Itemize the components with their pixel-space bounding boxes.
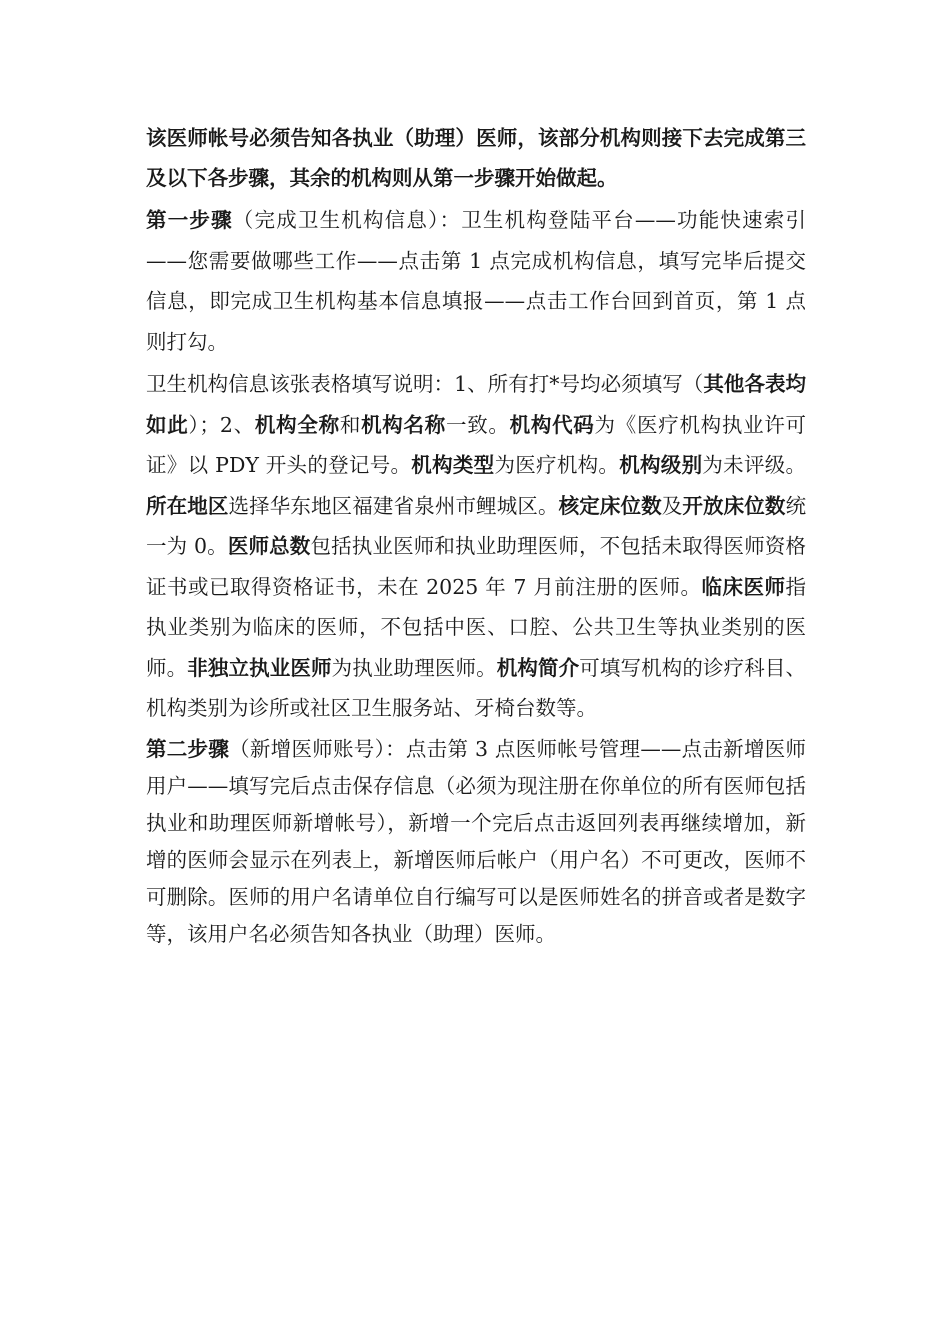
notes-bold: 机构级别 xyxy=(619,453,703,477)
step2-heading: 第二步骤 xyxy=(146,736,230,761)
step1-paragraph xyxy=(146,200,806,362)
notes-bold: 机构全称 xyxy=(254,412,340,437)
notes-text: 一致。 xyxy=(445,412,510,437)
notes-text: 统一为 0。 xyxy=(146,493,807,558)
step2-text: 点击第 3 点医师帐号管理——点击新增医师用户——填写完后点击保存信息（必须为现注册在你单位的所有医师包括执业和助理医师新增帐号），新增一个完后点击返回列表再继续增加，新增的医师会显示在列表上，新增医师后帐户（用户名）不可更改，医师不可删除。医师的用户名请单位自行编写可以是医师姓名的拼音或者是数字等，该用户名必须告知各执业（助理）医师。 xyxy=(146,736,807,946)
notes-text: 为《医疗机构执业许可证》以 PDY 开头的登记号。 xyxy=(146,412,807,477)
notes-bold: 开放床位数 xyxy=(682,493,786,518)
step2-subtitle: （新增医师账号）： xyxy=(229,736,406,761)
notes-bold: 机构类型 xyxy=(411,453,495,477)
notes-bold: 机构简介 xyxy=(496,655,580,680)
document-page xyxy=(146,118,806,955)
notes-bold: 所在地区 xyxy=(146,493,229,518)
intro-paragraph xyxy=(146,118,806,198)
notes-bold: 医师总数 xyxy=(227,534,311,558)
step1-subtitle: （完成卫生机构信息）： xyxy=(232,208,462,232)
notes-text: 包括执业医师和执业助理医师，不包括未取得医师资格证书或已取得资格证书，未在 2025 年 7 月前注册的医师。 xyxy=(146,534,807,599)
notes-bold: 临床医师 xyxy=(701,574,786,599)
notes-bold: 机构名称 xyxy=(361,412,446,437)
notes-bold: 核定床位数 xyxy=(558,493,662,518)
notes-text: 选择华东地区福建省泉州市鲤城区。 xyxy=(228,493,559,518)
notes-text: ）；2、 xyxy=(188,412,255,437)
notes-text: 及 xyxy=(661,493,683,518)
notes-text: 可填写机构的诊疗科目、机构类别为诊所或社区卫生服务站、牙椅台数等。 xyxy=(146,655,807,720)
step2-paragraph xyxy=(146,731,806,953)
notes-text: 卫生机构信息该张表格填写说明：1、所有打*号均必须填写（ xyxy=(146,372,704,396)
notes-text: 为医疗机构。 xyxy=(494,453,620,477)
notes-text: 为执业助理医师。 xyxy=(331,655,497,680)
form-notes-paragraph xyxy=(146,364,806,729)
notes-bold: 其他各表均如此 xyxy=(146,372,807,437)
step1-text: 卫生机构登陆平台——功能快速索引——您需要做哪些工作——点击第 1 点完成机构信息，填写完毕后提交信息，即完成卫生机构基本信息填报——点击工作台回到首页，第 1 点则打勾。 xyxy=(146,208,807,354)
notes-text: 和 xyxy=(339,412,362,437)
step1-heading: 第一步骤 xyxy=(146,208,233,232)
intro-text: 该医师帐号必须告知各执业（助理）医师，该部分机构则接下去完成第三及以下各步骤，其余的机构则从第一步骤开始做起。 xyxy=(146,126,806,190)
notes-text: 指执业类别为临床的医师，不包括中医、口腔、公共卫生等执业类别的医师。 xyxy=(146,574,806,680)
notes-text: 为未评级。 xyxy=(702,453,807,477)
notes-bold: 非独立执业医师 xyxy=(187,655,332,680)
notes-bold: 机构代码 xyxy=(509,412,595,437)
